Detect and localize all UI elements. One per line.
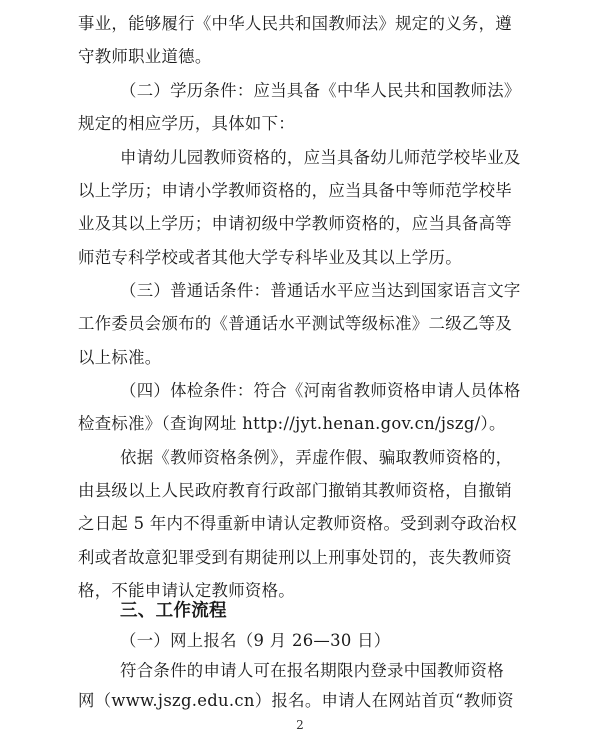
text-line: 以上标准。 xyxy=(78,348,162,367)
text-line: 符合条件的申请人可在报名期限内登录中国教师资格 xyxy=(120,661,504,680)
text-line: 业及其以上学历；申请初级中学教师资格的，应当具备高等 xyxy=(78,214,512,233)
text-line: 利或者故意犯罪受到有期徒刑以上刑事处罚的，丧失教师资 xyxy=(78,548,512,567)
text-line: 网（www.jszg.edu.cn）报名。申请人在网站首页“教师资 xyxy=(78,691,514,710)
text-line: 之日起 5 年内不得重新申请认定教师资格。受到剥夺政治权 xyxy=(78,514,518,533)
text-line: 工作委员会颁布的《普通话水平测试等级标准》二级乙等及 xyxy=(78,314,512,333)
text-line: 依据《教师资格条例》，弄虚作假、骗取教师资格的， xyxy=(120,448,513,467)
text-line: （二）学历条件：应当具备《中华人民共和国教师法》 xyxy=(120,81,521,100)
text-line: 守教师职业道德。 xyxy=(78,47,212,66)
text-line: 规定的相应学历，具体如下： xyxy=(78,114,295,133)
text-line: 申请幼儿园教师资格的，应当具备幼儿师范学校毕业及 xyxy=(120,148,521,167)
page-number: 2 xyxy=(296,718,304,732)
text-line: （三）普通话条件：普通话水平应当达到国家语言文字 xyxy=(120,281,521,300)
text-line: 格，不能申请认定教师资格。 xyxy=(78,581,295,600)
subsection-heading: （一）网上报名（9 月 26—30 日） xyxy=(120,631,391,650)
text-line: 由县级以上人民政府教育行政部门撤销其教师资格，自撤销 xyxy=(78,481,512,500)
text-line: 检查标准》（查询网址 http://jyt.henan.gov.cn/jszg/）。 xyxy=(78,414,506,433)
text-line: （四）体检条件：符合《河南省教师资格申请人员体格 xyxy=(120,381,521,400)
text-line: 师范专科学校或者其他大学专科毕业及其以上学历。 xyxy=(78,248,462,267)
section-heading: 三、工作流程 xyxy=(120,601,227,621)
text-line: 以上学历；申请小学教师资格的，应当具备中等师范学校毕 xyxy=(78,181,512,200)
text-line: 事业，能够履行《中华人民共和国教师法》规定的义务，遵 xyxy=(78,14,512,33)
